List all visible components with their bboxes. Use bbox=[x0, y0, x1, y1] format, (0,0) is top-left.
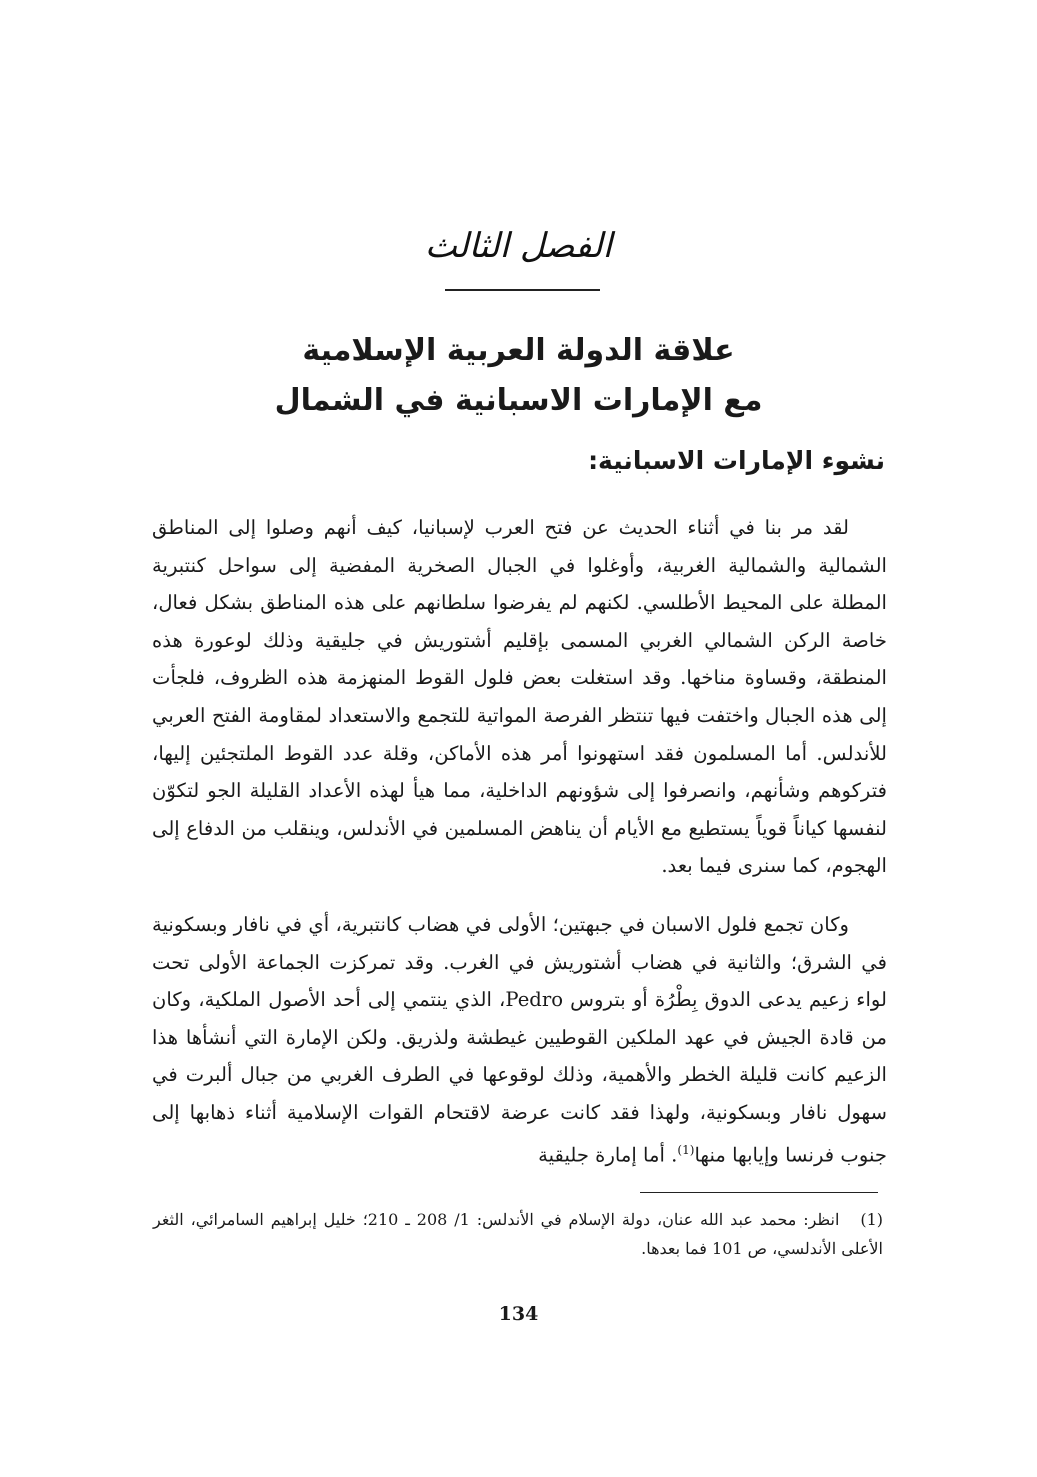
section-heading: نشوء الإمارات الاسبانية: bbox=[588, 446, 885, 475]
chapter-title-line2: مع الإمارات الاسبانية في الشمال bbox=[274, 383, 763, 418]
chapter-title bbox=[0, 326, 1037, 426]
footnote-text: انظر: محمد عبد الله عنان، دولة الإسلام في الأندلس: 1/ 208 ـ 210؛ خليل إبراهيم السامرائي، الثغر الأعلى الأندلسي، ص 101 فما بعدها. bbox=[153, 1210, 883, 1258]
paragraph-2 bbox=[152, 906, 887, 1174]
paragraph-2-text-c: . أما إمارة جليقية bbox=[538, 1143, 678, 1167]
footnote-divider bbox=[640, 1192, 878, 1193]
chapter-title-line1: علاقة الدولة العربية الإسلامية bbox=[302, 333, 735, 368]
page-number: 134 bbox=[498, 1303, 539, 1325]
paragraph-2-text-b: ، الذي ينتمي إلى أحد الأصول الملكية، وكان من قادة الجيش في عهد الملكين القوطيين غيطشة ولذريق. ولكن الإمارة التي أنشأها هذا الزعيم كانت قليلة الخطر والأهمية، وذلك لوقوعها في الطرف الغربي من جبال ألبرت في سهول نافار وبسكونية، ولهذا فقد كانت عرضة لاقتحام القوات الإسلامية أثناء ذهابها إلى جنوب فرنسا وإيابها منها bbox=[152, 988, 887, 1167]
footnote-number: (1) bbox=[860, 1210, 884, 1229]
chapter-divider bbox=[445, 289, 600, 291]
paragraph-1: لقد مر بنا في أثناء الحديث عن فتح العرب لإسبانيا، كيف أنهم وصلوا إلى المناطق الشمالية والشمالية الغربية، وأوغلوا في الجبال الصخرية المفضية إلى سواحل كنتبرية المطلة على المحيط الأطلسي. لكنهم لم يفرضوا سلطانهم على هذه المناطق بشكل فعال، خاصة الركن الشمالي الغربي المسمى بإقليم أشتوريش في جليقية وذلك لوعورة هذه المنطقة، وقساوة مناخها. وقد استغلت بعض فلول القوط المنهزمة هذه الظروف، فلجأت إلى هذه الجبال واختفت فيها تنتظر الفرصة المواتية للتجمع والاستعداد لمقاومة الفتح العربي للأندلس. أما المسلمون فقد استهونوا أمر هذه الأماكن، وقلة عدد القوط الملتجئين إليها، فتركوهم وشأنهم، وانصرفوا إلى شؤونهم الداخلية، مما هيأ لهذه الأعداد القليلة الجو لتكوّن لنفسها كياناً قوياً يستطيع مع الأيام أن يناهض المسلمين في الأندلس، وينقلب من الدفاع إلى الهجوم، كما سنرى فيما بعد. bbox=[152, 516, 887, 878]
paragraph-2-text-a: وكان تجمع فلول الاسبان في جبهتين؛ الأولى في هضاب كانتبرية، أي في نافار وبسكونية في الشرق؛ والثانية في هضاب أشتوريش في الغرب. وقد تمركزت الجماعة الأولى تحت لواء زعيم يدعى الدوق بِطْرُة أو بتروس bbox=[152, 913, 887, 1012]
latin-name-pedro: Pedro bbox=[505, 988, 563, 1012]
footnote-reference[interactable]: (1) bbox=[677, 1142, 695, 1157]
footnote bbox=[153, 1205, 883, 1263]
chapter-label: الفصل الثالث bbox=[424, 226, 613, 266]
